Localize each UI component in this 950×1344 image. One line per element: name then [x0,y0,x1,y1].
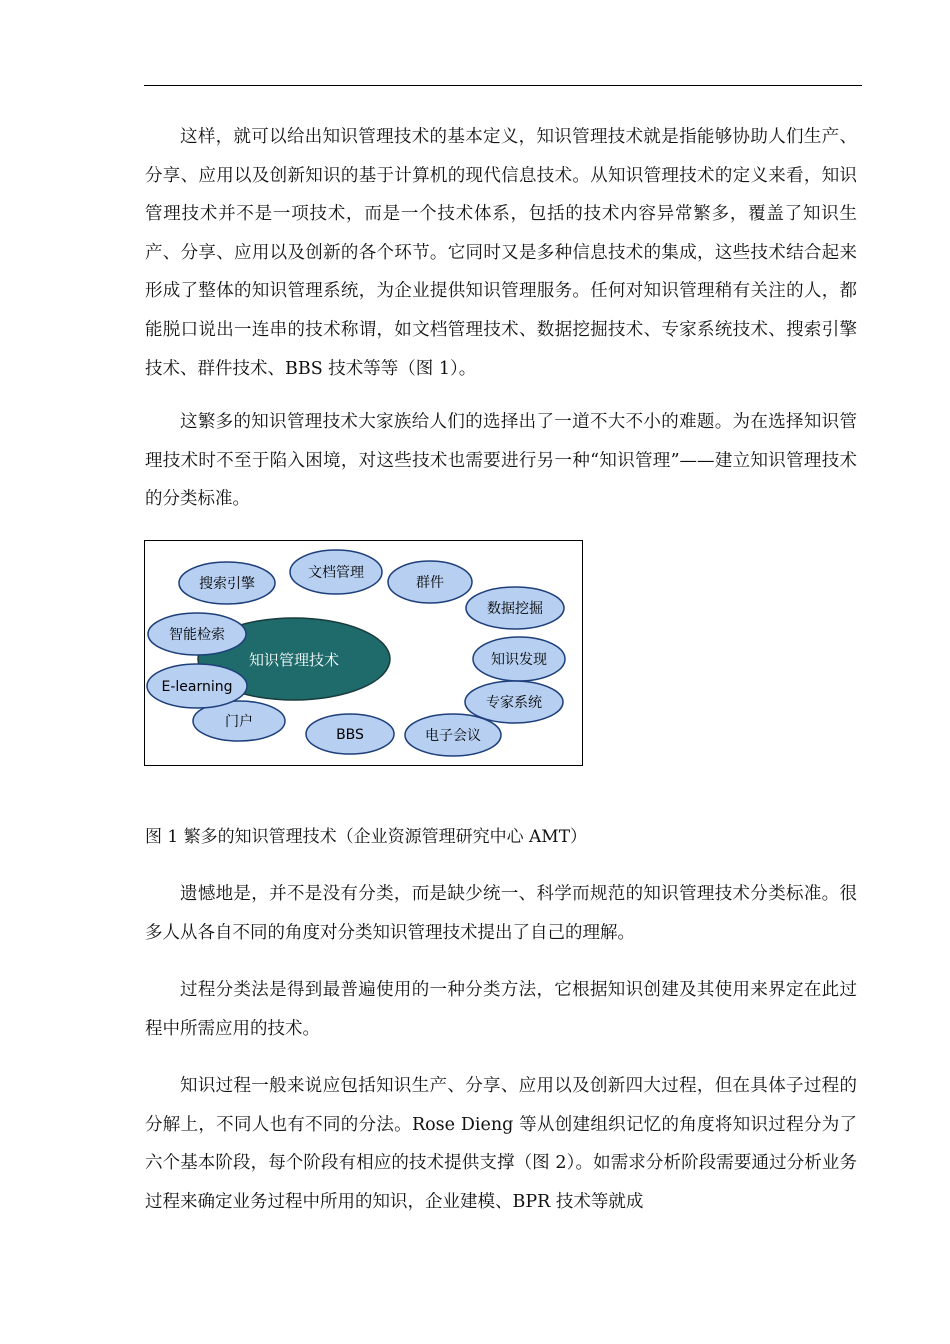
paragraph-4: 过程分类法是得到最普遍使用的一种分类方法，它根据知识创建及其使用来界定在此过程中所需应用的技术。 [145,980,857,1039]
node-label: 门户 [225,714,253,730]
node-label: 智能检索 [169,627,225,643]
node-label: 搜索引擎 [199,576,255,592]
header-rule [144,85,862,86]
node-label: 知识发现 [491,652,547,668]
node-label: 文档管理 [308,565,364,581]
node-label: 群件 [416,575,444,591]
node-label: E-learning [161,679,233,695]
node-label: BBS [336,727,364,743]
paragraph-2: 这繁多的知识管理技术大家族给人们的选择出了一道不大不小的难题。为在选择知识管理技术时不至于陷入困境，对这些技术也需要进行另一种“知识管理”——建立知识管理技术的分类标准。 [145,412,857,510]
figure-caption: 图 1 繁多的知识管理技术（企业资源管理研究中心 AMT） [145,827,588,847]
figure-diagram [145,541,582,765]
paragraph-3: 遗憾地是，并不是没有分类，而是缺少统一、科学而规范的知识管理技术分类标准。很多人从各自不同的角度对分类知识管理技术提出了自己的理解。 [145,884,857,943]
center-label: 知识管理技术 [248,651,340,669]
paragraph-5: 知识过程一般来说应包括知识生产、分享、应用以及创新四大过程，但在具体子过程的分解上，不同人也有不同的分法。Rose Dieng 等从创建组织记忆的角度将知识过程分为了六个基本阶段，每个阶段有相应的技术提供支撑（图 2）。如需求分析阶段需要通过分析业务过程来确定业务过程中所用的知识，企业建模、BPR 技术等就成 [145,1076,857,1212]
figure-1 [144,540,583,766]
node-label: 数据挖掘 [487,601,543,617]
paragraph-1: 这样，就可以给出知识管理技术的基本定义，知识管理技术就是指能够协助人们生产、分享、应用以及创新知识的基于计算机的现代信息技术。从知识管理技术的定义来看，知识管理技术并不是一项技术，而是一个技术体系，包括的技术内容异常繁多，覆盖了知识生产、分享、应用以及创新的各个环节。它同时又是多种信息技术的集成，这些技术结合起来形成了整体的知识管理系统，为企业提供知识管理服务。任何对知识管理稍有关注的人，都能脱口说出一连串的技术称谓，如文档管理技术、数据挖掘技术、专家系统技术、搜索引擎技术、群件技术、BBS 技术等等（图 1）。 [145,127,857,379]
node-label: 电子会议 [425,728,481,744]
node-label: 专家系统 [486,695,542,711]
